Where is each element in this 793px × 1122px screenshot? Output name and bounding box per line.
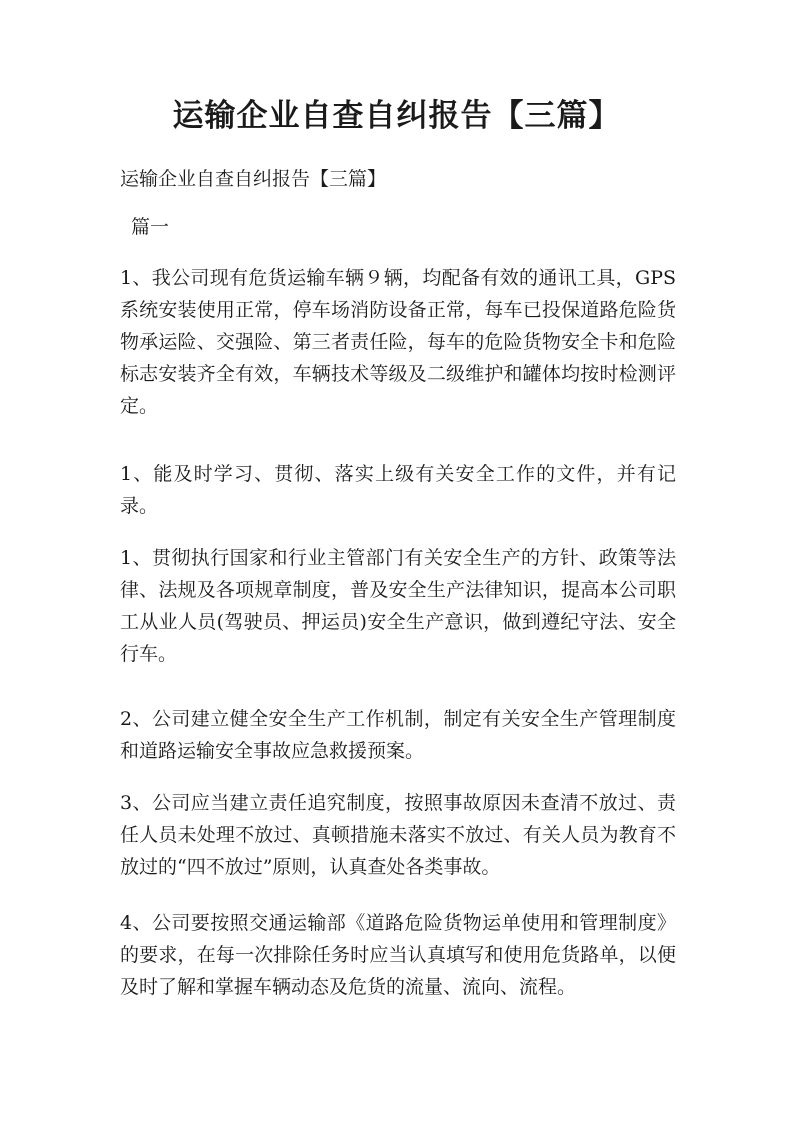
paragraph-3: 1、贯彻执行国家和行业主管部门有关安全生产的方针、政策等法律、法规及各项规章制度，普及安全生产法律知识，提高本公司职工从业人员(驾驶员、押运员)安全生产意识，做到遵纪守法、安全行车。 bbox=[120, 547, 676, 665]
paragraph-2: 1、能及时学习、贯彻、落实上级有关安全工作的文件，并有记录。 bbox=[120, 463, 676, 517]
document-subtitle: 运输企业自查自纠报告【三篇】 bbox=[120, 168, 387, 190]
paragraph-5: 3、公司应当建立责任追究制度，按照事故原因未查清不放过、责任人员未处理不放过、真顿措施未落实不放过、有关人员为教育不放过的“四不放过”原则，认真查处各类事故。 bbox=[120, 792, 676, 878]
paragraph-6: 4、公司要按照交通运输部《道路危险货物运单使用和管理制度》的要求，在每一次排除任务时应当认真填写和使用危货路单，以便及时了解和掌握车辆动态及危货的流量、流向、流程。 bbox=[120, 912, 676, 998]
document-title: 运输企业自查自纠报告【三篇】 bbox=[172, 98, 621, 134]
section-label: 篇一 bbox=[131, 216, 170, 238]
paragraph-1: 1、我公司现有危货运输车辆９辆，均配备有效的通讯工具，GPS系统安装使用正常，停车场消防设备正常，每车已投保道路危险货物承运险、交强险、第三者责任险，每车的危险货物安全卡和危险标志安装齐全有效，车辆技术等级及二级维护和罐体均按时检测评定。 bbox=[120, 267, 676, 417]
paragraph-4: 2、公司建立健全安全生产工作机制，制定有关安全生产管理制度和道路运输安全事故应急救援预案。 bbox=[120, 708, 676, 762]
